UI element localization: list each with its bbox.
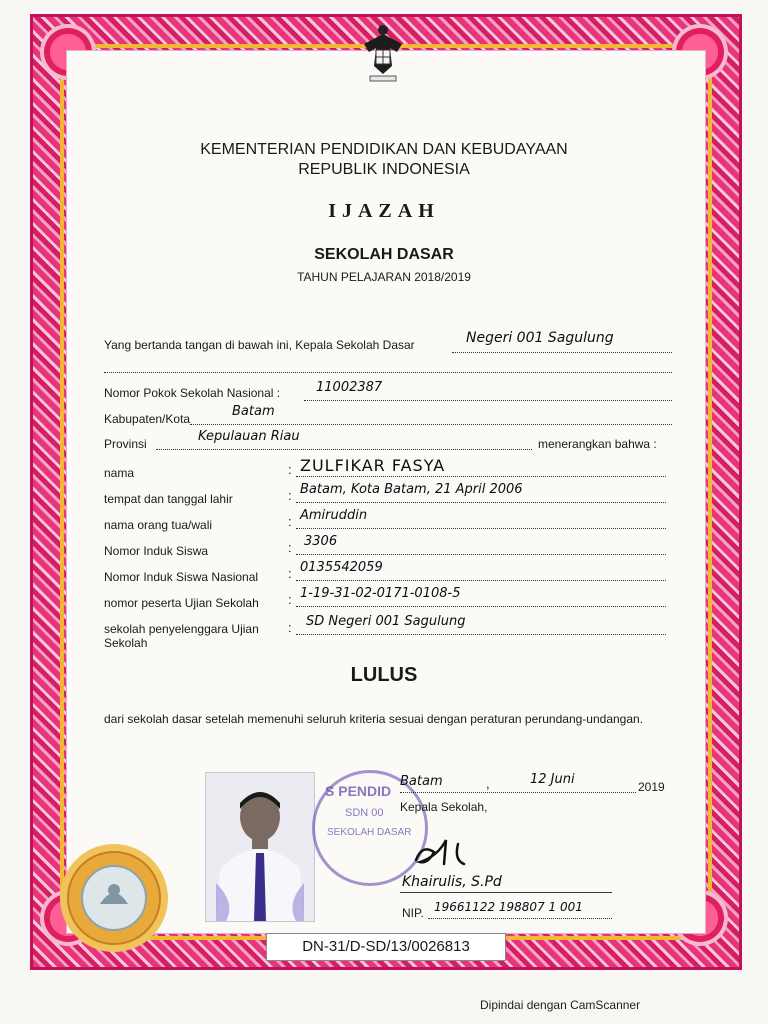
dotted-line bbox=[104, 372, 672, 373]
dotted-line bbox=[296, 580, 666, 581]
dotted-line bbox=[296, 554, 666, 555]
nisn-label: Nomor Induk Siswa Nasional bbox=[104, 570, 259, 584]
student-photo bbox=[205, 772, 315, 922]
result-statement: dari sekolah dasar setelah memenuhi seluruh kriteria sesuai dengan peraturan perundang-undangan. bbox=[104, 712, 644, 726]
stamp-text-mid: SDN 00 bbox=[345, 807, 384, 819]
peserta-value: 1-19-31-02-0171-0108-5 bbox=[300, 586, 461, 601]
npsn-label: Nomor Pokok Sekolah Nasional : bbox=[104, 386, 281, 400]
hologram-seal-icon bbox=[58, 842, 170, 954]
signature-scribble-icon bbox=[408, 830, 488, 874]
result-status: LULUS bbox=[350, 664, 418, 686]
dotted-line bbox=[296, 476, 666, 477]
sign-date: 12 Juni bbox=[530, 772, 575, 787]
principal-role: Kepala Sekolah, bbox=[400, 800, 488, 814]
colon: : bbox=[288, 540, 292, 555]
portrait-image-icon bbox=[206, 773, 314, 921]
ortu-label: nama orang tua/wali bbox=[104, 518, 213, 532]
stamp-text-low: SEKOLAH DASAR bbox=[327, 827, 412, 838]
student-name-value: ZULFIKAR FASYA bbox=[300, 456, 446, 475]
penyelenggara-label: sekolah penyelenggara Ujian bbox=[104, 622, 259, 636]
colon: : bbox=[288, 514, 292, 529]
nis-value: 3306 bbox=[304, 534, 338, 549]
signature-line bbox=[400, 892, 612, 893]
nip-value: 19661122 198807 1 001 bbox=[434, 900, 583, 914]
colon: : bbox=[288, 566, 292, 581]
principal-name: Khairulis, S.Pd bbox=[402, 874, 502, 890]
dotted-line bbox=[296, 634, 666, 635]
dotted-line bbox=[156, 449, 532, 450]
npsn-value: 11002387 bbox=[316, 380, 383, 395]
ortu-value: Amiruddin bbox=[300, 508, 368, 523]
sign-year: 2019 bbox=[638, 780, 665, 794]
colon: : bbox=[288, 462, 292, 477]
peserta-label: nomor peserta Ujian Sekolah bbox=[104, 596, 259, 610]
sign-place: Batam bbox=[400, 774, 443, 789]
colon: : bbox=[288, 488, 292, 503]
document-title: IJAZAH bbox=[328, 200, 440, 222]
ministry-title-line2: REPUBLIK INDONESIA bbox=[298, 161, 470, 178]
ministry-title-line1: KEMENTERIAN PENDIDIKAN DAN KEBUDAYAAN bbox=[200, 141, 568, 158]
dotted-line bbox=[400, 792, 636, 793]
kabupaten-value: Batam bbox=[232, 404, 275, 419]
provinsi-value: Kepulauan Riau bbox=[198, 429, 300, 444]
ttl-value: Batam, Kota Batam, 21 April 2006 bbox=[300, 482, 523, 497]
penyelenggara-label-2: Sekolah bbox=[104, 636, 148, 650]
stamp-text-top: S PENDID bbox=[325, 783, 392, 799]
dotted-line bbox=[190, 424, 672, 425]
document-number: DN-31/D-SD/13/0026813 bbox=[266, 933, 506, 961]
school-name-value: Negeri 001 Sagulung bbox=[466, 330, 614, 346]
colon: : bbox=[288, 620, 292, 635]
dotted-line bbox=[304, 400, 672, 401]
sign-comma: , bbox=[486, 776, 490, 791]
nama-label: nama bbox=[104, 466, 135, 480]
school-level: SEKOLAH DASAR bbox=[314, 246, 454, 263]
kabupaten-label: Kabupaten/Kota bbox=[104, 412, 191, 426]
dotted-line bbox=[296, 528, 666, 529]
dotted-line bbox=[296, 606, 666, 607]
penyelenggara-value: SD Negeri 001 Sagulung bbox=[306, 614, 466, 629]
provinsi-suffix: menerangkan bahwa : bbox=[538, 437, 657, 451]
provinsi-label: Provinsi bbox=[104, 437, 147, 451]
nisn-value: 0135542059 bbox=[300, 560, 383, 575]
academic-year: TAHUN PELAJARAN 2018/2019 bbox=[297, 270, 471, 284]
garuda-emblem-icon bbox=[360, 22, 406, 84]
dotted-line bbox=[296, 502, 666, 503]
scanner-watermark: Dipindai dengan CamScanner bbox=[480, 998, 641, 1012]
nip-label: NIP. bbox=[402, 906, 424, 920]
nis-label: Nomor Induk Siswa bbox=[104, 544, 209, 558]
dotted-line bbox=[428, 918, 612, 919]
intro-label: Yang bertanda tangan di bawah ini, Kepala Sekolah Dasar bbox=[104, 338, 415, 352]
ttl-label: tempat dan tanggal lahir bbox=[104, 492, 233, 506]
dotted-line bbox=[452, 352, 672, 353]
colon: : bbox=[288, 592, 292, 607]
